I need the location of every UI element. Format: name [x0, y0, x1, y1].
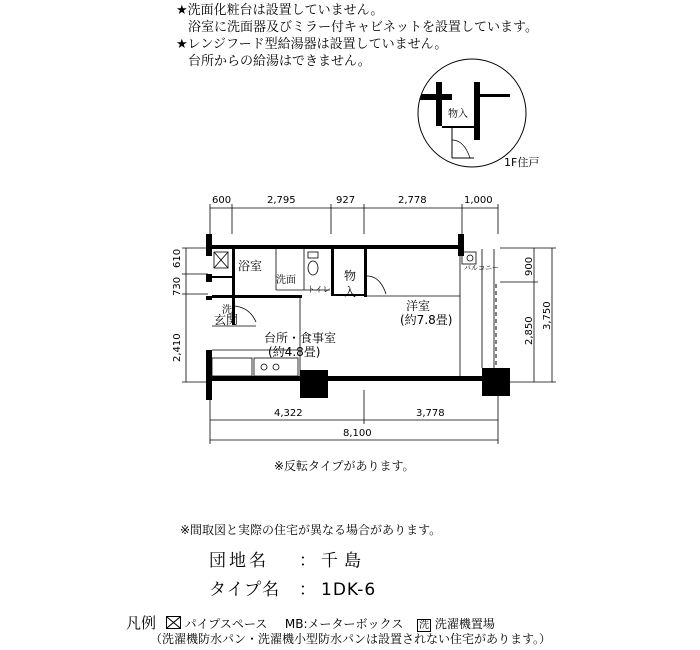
room-western: 洋室 [406, 299, 431, 313]
dim-right-2: 2,850 [524, 316, 535, 345]
danchi-value: 千島 [321, 551, 367, 571]
disclaimer: ※間取図と実際の住宅が異なる場合があります。 [180, 523, 442, 537]
pipe-space-icon [166, 616, 181, 629]
dim-top-2: 2,795 [267, 195, 296, 206]
note-2: 浴室に洗面器及びミラー付キャビネットを設置しています。 [188, 20, 538, 35]
room-bath: 浴室 [238, 259, 263, 273]
type-name [209, 575, 376, 600]
room-washer-space: 洗 [222, 305, 232, 316]
inset-storage-label: 物入 [448, 109, 468, 120]
dim-top-1: 600 [212, 195, 232, 206]
floor-plan [160, 190, 570, 450]
room-storage-line2: 入 [344, 285, 357, 299]
room-kitchen: 台所・食事室 [264, 331, 337, 345]
reverse-type-note: ※反転タイプがあります。 [274, 459, 415, 473]
dim-left-2: 610 [172, 248, 183, 268]
legend-washer-space: 洗濯機置場 [434, 617, 495, 631]
room-washroom: 洗面 [276, 275, 296, 286]
inset-caption: 1F住戸 [504, 156, 540, 169]
dim-bottom-2: 3,778 [416, 408, 445, 419]
dim-top-3: 927 [336, 195, 356, 206]
dim-top-5: 1,000 [464, 195, 493, 206]
legend-pipe-space: パイプスペース [184, 617, 268, 631]
washer-mark-icon: 洗 [419, 620, 430, 631]
room-western-size: (約7.8畳) [400, 313, 453, 327]
room-balcony: バルコニー [464, 264, 499, 272]
legend-title: 凡例 [126, 614, 157, 632]
dim-bottom-total: 8,100 [343, 428, 372, 439]
legend-note: （洗濯機防水パン・洗濯機小型防水パンは設置されない住宅があります。） [150, 632, 552, 646]
type-colon: ： [299, 580, 317, 600]
type-value: 1DK-6 [321, 580, 377, 600]
dim-left-3: 2,410 [172, 333, 183, 362]
inset-detail [398, 58, 558, 178]
room-kitchen-size: (約4.8畳) [268, 345, 321, 359]
note-4: 台所からの給湯はできません。 [188, 54, 371, 69]
note-3: ★レンジフード型給湯器は設置していません。 [176, 37, 448, 52]
room-toilet: トイレ [307, 285, 331, 294]
danchi-colon: ： [299, 551, 317, 571]
dim-top-4: 2,778 [398, 195, 427, 206]
danchi-name [209, 546, 367, 571]
danchi-label: 団地名 [209, 551, 269, 571]
type-label: タイプ名 [209, 580, 281, 600]
dim-right-1: 900 [524, 256, 535, 276]
dim-bottom-1: 4,322 [274, 408, 303, 419]
legend-meter-box: MB:メーターボックス [284, 617, 404, 631]
room-storage-line1: 物 [344, 269, 357, 283]
dim-left-1: 730 [172, 276, 183, 296]
room-entrance: 玄関 [214, 313, 239, 327]
dim-right-total: 3,750 [542, 301, 553, 330]
note-1: ★洗面化粧台は設置していません。 [176, 3, 384, 18]
